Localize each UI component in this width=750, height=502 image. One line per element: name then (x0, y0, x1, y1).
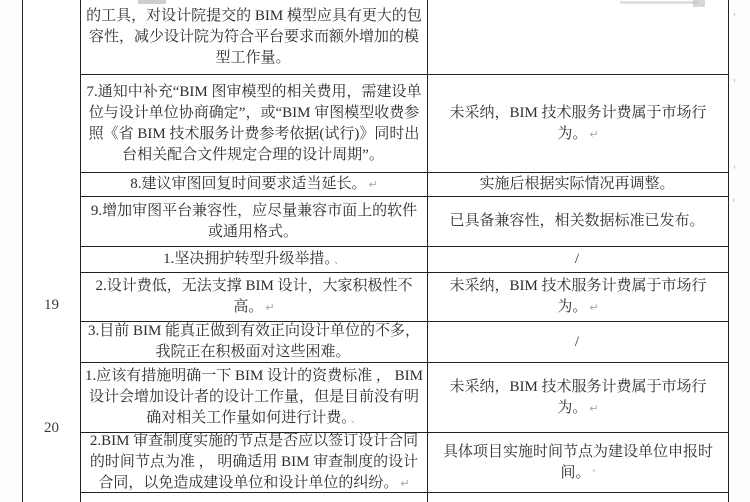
table-row (81, 363, 728, 433)
linebreak-mark: ↵ (400, 477, 410, 490)
comment-cell (81, 197, 428, 246)
response-cell (428, 273, 728, 321)
response-text: 实施后根据实际情况再调整。 (479, 176, 675, 192)
comment-cell (81, 247, 428, 272)
linebreak-mark: ' (592, 466, 596, 480)
table-row (81, 273, 728, 322)
table-row (81, 75, 728, 173)
review-table (22, 0, 729, 502)
scan-artifact (693, 0, 705, 7)
scan-artifact (620, 1, 698, 4)
table-row (81, 322, 728, 363)
response-cell (428, 363, 728, 432)
table-row (81, 0, 728, 75)
response-cell (428, 247, 728, 272)
row-number-cell (23, 0, 81, 247)
response-cell (428, 433, 728, 492)
comment-text: 1.坚决拥护转型升级举措。 (163, 251, 332, 267)
comment-cell (81, 0, 428, 74)
response-cell (428, 197, 728, 246)
response-text: 未采纳，BIM 技术服务计费属于市场行为。 (449, 278, 707, 315)
comment-text: 9.增加审图平台兼容性，应尽量兼容市面上的软件或通用格式。 (90, 202, 418, 240)
table-row (81, 173, 728, 197)
response-text: 已具备兼容性，相关数据标准已发布。 (449, 213, 705, 229)
linebreak-mark: 、 (333, 253, 345, 266)
table-section (23, 0, 728, 247)
response-text: 具体项目实施时间节点为建设单位申报时间。 (442, 443, 713, 481)
response-cell (428, 75, 728, 172)
linebreak-mark: ↵ (589, 401, 599, 415)
table-section-20 (23, 363, 728, 493)
comment-text: 2.BIM 审查制度实施的节点是否应以签订设计合同的时间节点为准 ， 明确适用 BIM 审查制度的设计合同，以免造成建设单位和设计单位的纠纷。 (89, 433, 419, 491)
comment-cell (81, 493, 428, 502)
comment-text: 7.通知中补充“BIM 图审模型的相关费用，需建设单位与设计单位协商确定”，或“BIM 审图模型收费参照《省 BIM 技术服务计费参考依据(试行)》同时出台相关配合文件规定合理的设计周期”。 (86, 83, 422, 163)
response-cell (428, 173, 728, 196)
table-section-19 (23, 247, 728, 363)
comment-cell (81, 363, 428, 432)
linebreak-mark: ↵ (589, 301, 599, 314)
comment-text: 2.设计费低，无法支撑 BIM 设计，大家积极性不高。 (95, 278, 413, 315)
scan-artifact: ' (732, 198, 735, 209)
row-number-cell (23, 363, 81, 493)
table-row (81, 197, 728, 247)
table-section-partial (23, 493, 728, 502)
comment-cell (81, 433, 428, 492)
linebreak-mark: ↵ (265, 301, 275, 314)
row-number: 20 (44, 419, 59, 436)
linebreak-mark: ↵ (368, 178, 378, 191)
comment-cell (81, 322, 428, 362)
table-row (81, 433, 728, 493)
response-text: 未采纳，BIM 技术服务计费属于市场行为。 (449, 104, 707, 142)
scan-artifact (138, 0, 166, 4)
response-cell (428, 322, 728, 362)
comment-text: 1.应该有措施明确一下 BIM 设计的资费标准 ， BIM 设计会增加设计者的设计工作量，但是目前没有明确对相关工作量如何进行计费。 (85, 368, 423, 426)
scan-artifact: ' (733, 12, 736, 23)
table-row (81, 247, 728, 273)
comment-text: 8.建议审图回复时间要求适当延长。 (130, 176, 367, 192)
response-cell (428, 493, 728, 502)
linebreak-mark: 、 (350, 412, 362, 425)
scan-artifact: ' (733, 165, 736, 176)
row-number-cell (23, 247, 81, 363)
response-text: / (574, 251, 580, 267)
response-text: 未采纳，BIM 技术服务计费属于市场行为。 (449, 378, 707, 416)
row-number: 19 (44, 296, 59, 313)
row-number-cell (23, 493, 81, 502)
comment-text: 3.目前 BIM 能真正做到有效正向设计单位的不多，我院正在积极面对这些困难。 (87, 323, 421, 360)
comment-cell (81, 173, 428, 196)
table-row (81, 493, 728, 502)
comment-cell (81, 75, 428, 172)
comment-text: 的工具，对设计院提交的 BIM 模型应具有更大的包容性，减少设计院为符合平台要求而额外增加的模型工作量。 (86, 7, 422, 66)
response-cell (428, 0, 728, 74)
response-text: / (574, 333, 580, 350)
scan-artifact: ' (733, 78, 736, 89)
comment-cell (81, 273, 428, 321)
linebreak-mark: ↵ (589, 127, 599, 141)
